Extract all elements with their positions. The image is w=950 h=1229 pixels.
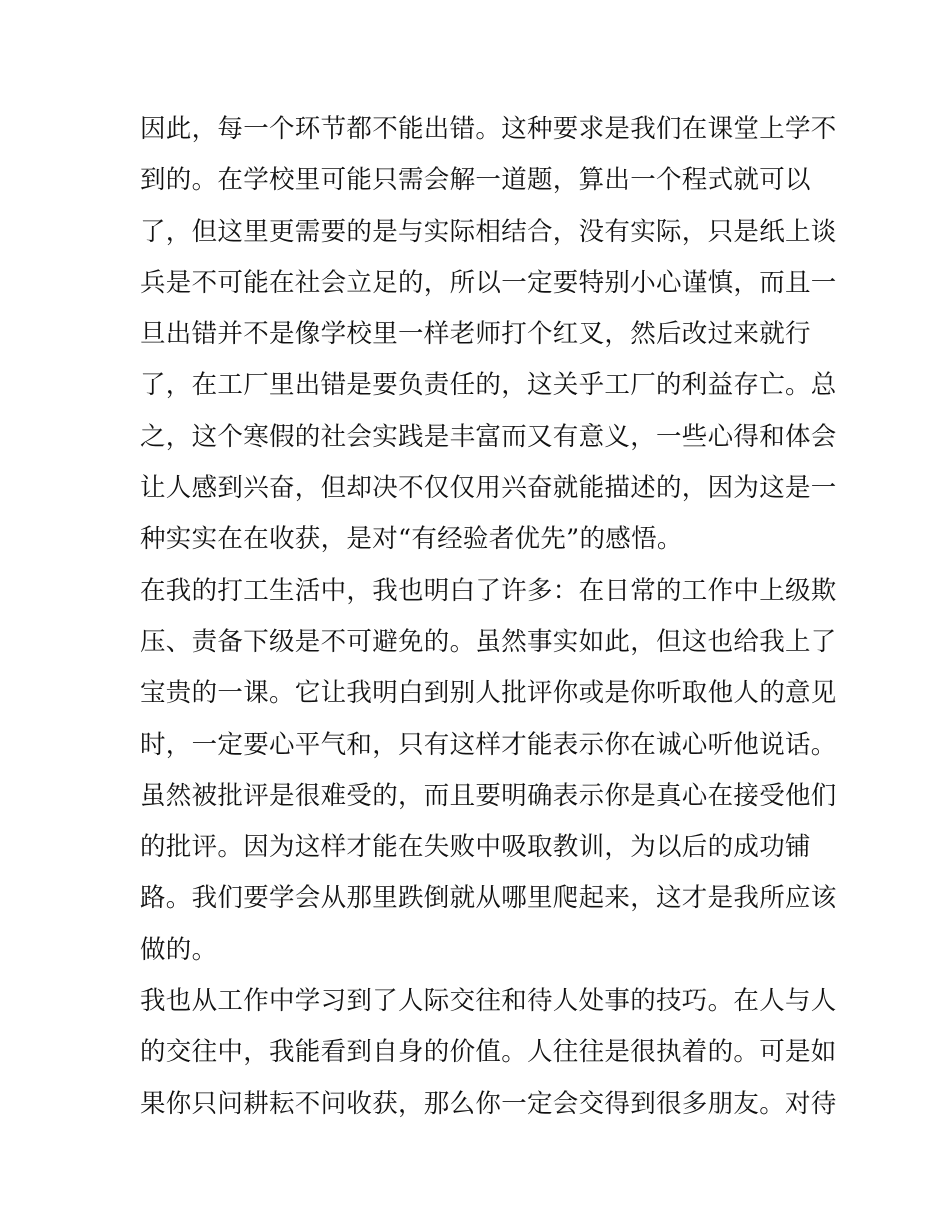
text-line: 时，一定要心平气和，只有这样才能表示你在诚心听他说话。	[140, 729, 837, 760]
text-line: 到的。在学校里可能只需会解一道题，算出一个程式就可以	[140, 165, 811, 196]
text-line: 旦出错并不是像学校里一样老师打个红叉，然后改过来就行	[140, 319, 811, 350]
text-line: 宝贵的一课。它让我明白到别人批评你或是你听取他人的意见	[140, 678, 837, 709]
text-line: 因此，每一个环节都不能出错。这种要求是我们在课堂上学不	[140, 114, 837, 144]
text-line: 压、责备下级是不可避免的。虽然事实如此，但这也给我上了	[140, 626, 837, 657]
text-line: 兵是不可能在社会立足的，所以一定要特别小心谨慎，而且一	[140, 267, 837, 298]
text-line: 的批评。因为这样才能在失败中吸取教训，为以后的成功铺	[140, 832, 811, 863]
text-line: 的交往中，我能看到自身的价值。人往往是很执着的。可是如	[140, 1037, 837, 1068]
body-text	[140, 104, 837, 1130]
text-line: 在我的打工生活中，我也明白了许多：在日常的工作中上级欺	[140, 575, 837, 606]
text-line: 了，但这里更需要的是与实际相结合，没有实际，只是纸上谈	[140, 216, 837, 247]
text-line: 之，这个寒假的社会实践是丰富而又有意义，一些心得和体会	[140, 421, 837, 452]
text-line: 虽然被批评是很难受的，而且要明确表示你是真心在接受他们	[140, 780, 837, 811]
text-line: 让人感到兴奋，但却决不仅仅用兴奋就能描述的，因为这是一	[140, 473, 837, 504]
text-line: 种实实在在收获，是对“有经验者优先”的感悟。	[140, 524, 683, 555]
text-line: 了，在工厂里出错是要负责任的，这关乎工厂的利益存亡。总	[140, 370, 837, 401]
text-line: 路。我们要学会从那里跌倒就从哪里爬起来，这才是我所应该	[140, 883, 837, 914]
text-line: 果你只问耕耘不问收获，那么你一定会交得到很多朋友。对待	[140, 1088, 837, 1119]
text-line: 我也从工作中学习到了人际交往和待人处事的技巧。在人与人	[140, 986, 837, 1017]
text-line: 做的。	[140, 934, 218, 965]
